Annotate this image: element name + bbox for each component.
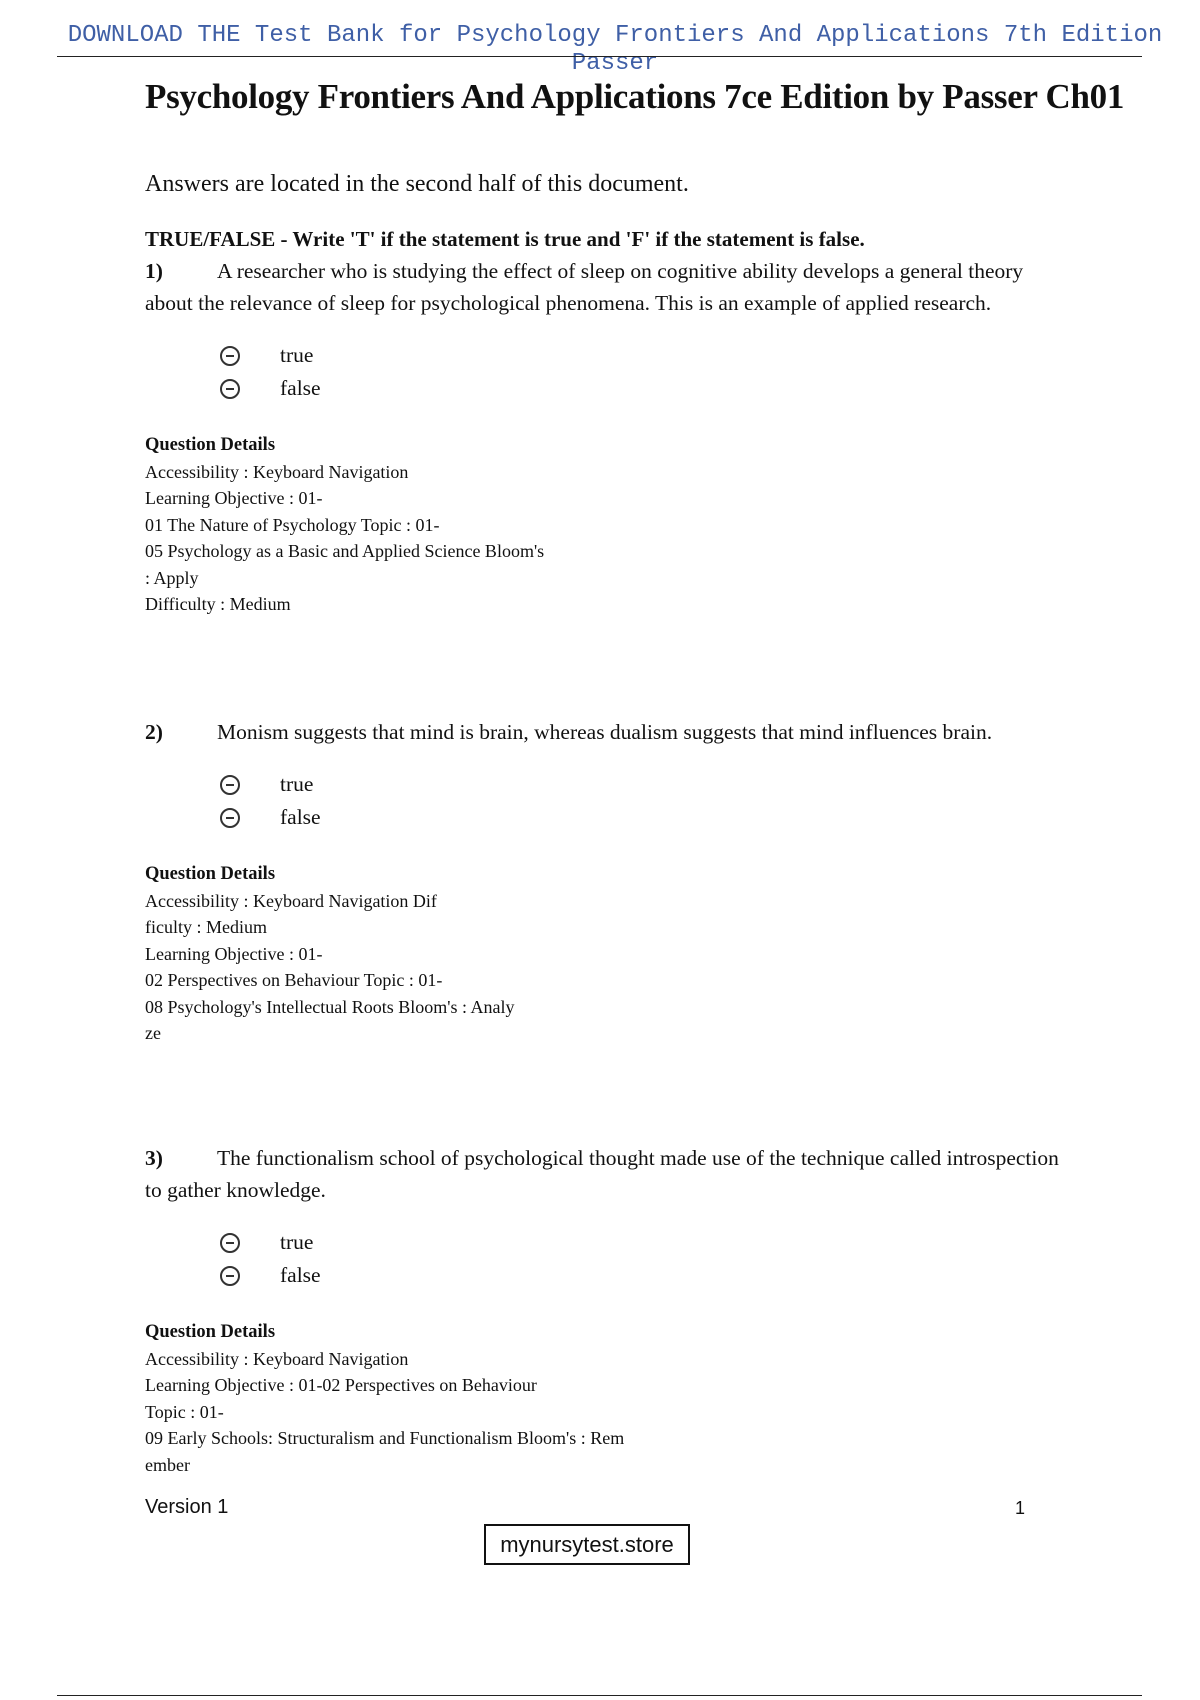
details-line: Learning Objective : 01- [145,488,323,508]
section-instructions: TRUE/FALSE - Write 'T' if the statement is true and 'F' if the statement is false. [145,227,865,251]
details-line: 02 Perspectives on Behaviour Topic : 01- [145,970,443,990]
option-label: false [280,376,321,400]
question-2-options [145,768,1070,834]
details-line: 09 Early Schools: Structuralism and Functionalism Bloom's : Rem [145,1428,625,1448]
details-heading: Question Details [145,435,276,455]
option-label: true [280,1230,314,1254]
question-3-option-false[interactable] [220,1259,1070,1292]
details-line: Difficulty : Medium [145,594,291,614]
question-3-option-true[interactable] [220,1226,1070,1259]
answers-note: Answers are located in the second half of this document. [145,171,689,197]
question-2-text [145,716,1070,748]
question-3-text [145,1142,1070,1206]
question-3 [145,1142,1070,1478]
details-line: ember [145,1454,190,1475]
question-1-text [145,255,1070,319]
document-title: Psychology Frontiers And Applications 7ce Edition by Passer Ch01 [145,77,1125,116]
details-line: 08 Psychology's Intellectual Roots Bloom's : Analy [145,996,515,1017]
radio-icon[interactable] [220,775,240,795]
footer-divider [57,1695,1142,1696]
details-line: Accessibility : Keyboard Navigation [145,461,409,482]
question-1-option-true[interactable] [220,339,1070,372]
header-divider [57,56,1142,57]
details-line: Accessibility : Keyboard Navigation Dif [145,890,437,911]
details-heading: Question Details [145,864,276,884]
details-line: : Apply [145,567,199,588]
question-3-details [145,1319,1070,1478]
details-line: ze [145,1023,161,1043]
details-line: Learning Objective : 01- [145,943,323,964]
option-label: false [280,1263,321,1287]
website-stamp: mynursytest.store [484,1524,690,1565]
option-label: false [280,805,321,829]
question-2 [145,716,1070,1047]
radio-icon[interactable] [220,1266,240,1286]
option-label: true [280,772,314,796]
details-line: ficulty : Medium [145,917,267,937]
option-label: true [280,343,314,367]
download-banner-link[interactable]: DOWNLOAD THE Test Bank for Psychology Frontiers And Applications 7th Edition Passer [67,22,1163,77]
question-2-option-true[interactable] [220,768,1070,801]
details-line: Accessibility : Keyboard Navigation [145,1348,409,1369]
details-heading: Question Details [145,1322,276,1342]
question-1-details [145,432,1070,618]
question-1-body: A researcher who is studying the effect of sleep on cognitive ability develops a general theory about the relevance of sleep for psychological phenomena. This is an example of applied research. [145,259,1024,315]
footer-version: Version 1 [145,1496,229,1518]
radio-icon[interactable] [220,808,240,828]
question-2-option-false[interactable] [220,801,1070,834]
details-line: Topic : 01- [145,1401,224,1422]
details-line: 01 The Nature of Psychology Topic : 01- [145,514,440,535]
question-2-number: 2) [145,720,163,744]
question-1 [145,255,1070,618]
question-3-body: The functionalism school of psychological thought made use of the technique called introspection to gather knowledge. [145,1146,1059,1202]
question-1-option-false[interactable] [220,372,1070,405]
radio-icon[interactable] [220,346,240,366]
radio-icon[interactable] [220,379,240,399]
details-line: 05 Psychology as a Basic and Applied Science Bloom's [145,541,545,561]
details-line: Learning Objective : 01-02 Perspectives on Behaviour [145,1375,537,1395]
question-1-options [145,339,1070,405]
page-number: 1 [1015,1498,1026,1518]
question-2-body: Monism suggests that mind is brain, whereas dualism suggests that mind influences brain. [217,720,993,744]
question-1-number: 1) [145,259,163,283]
question-3-options [145,1226,1070,1292]
radio-icon[interactable] [220,1233,240,1253]
question-2-details [145,861,1070,1047]
question-3-number: 3) [145,1146,163,1170]
